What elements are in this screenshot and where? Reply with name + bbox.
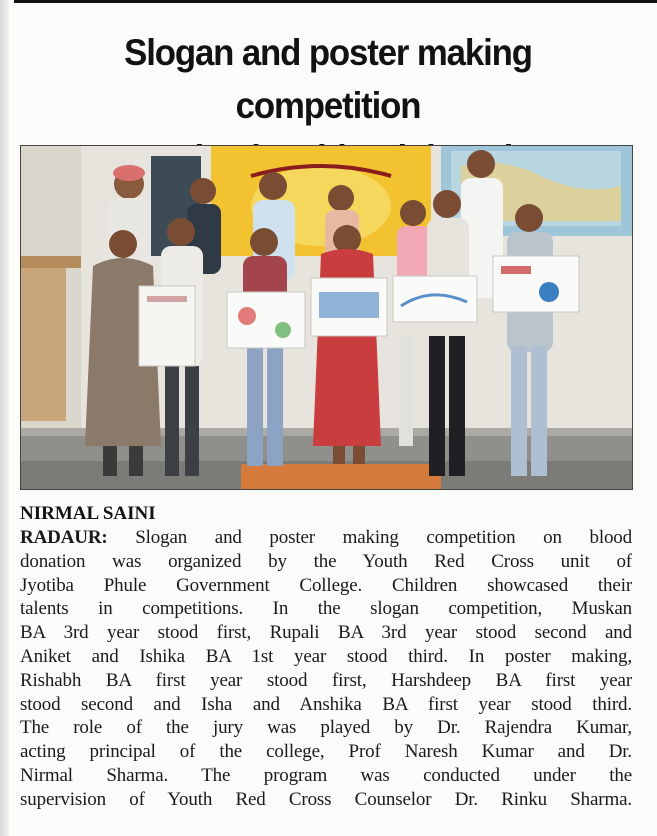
article-body	[20, 526, 632, 812]
article-line-11: Nirmal Sharma. The program was conducted under the	[20, 764, 632, 786]
article-line-1	[20, 526, 632, 550]
article-line-6: Aniket and Ishika BA 1st year stood third. In poster making,	[20, 645, 632, 667]
article-line-1-text: Slogan and poster making competition on blood	[107, 527, 632, 548]
article-line-9: The role of the jury was played by Dr. Rajendra Kumar,	[20, 717, 632, 739]
group-photo	[20, 145, 633, 490]
article-line-8: stood second and Isha and Anshika BA first year stood third.	[20, 693, 632, 715]
article-line-10: acting principal of the college, Prof Naresh Kumar and Dr.	[20, 741, 632, 763]
article-line-12: supervision of Youth Red Cross Counselor Dr. Rinku Sharma.	[20, 788, 632, 810]
article-line-5: BA 3rd year stood first, Rupali BA 3rd year stood second and	[20, 622, 632, 644]
byline: NIRMAL SAINI	[20, 503, 156, 524]
headline-line-1: Slogan and poster making competition	[124, 32, 532, 126]
article-line-7: Rishabh BA first year stood first, Harshdeep BA first year	[20, 669, 632, 691]
top-rule	[14, 0, 657, 3]
article-line-2: donation was organized by the Youth Red Cross unit of	[20, 550, 632, 572]
page-edge-shadow	[0, 0, 9, 836]
article-line-4: talents in competitions. In the slogan competition, Muskan	[20, 598, 632, 620]
dateline: RADAUR:	[20, 527, 108, 548]
group-photo-illustration	[21, 146, 632, 489]
article-line-3: Jyotiba Phule Government College. Children showcased their	[20, 574, 632, 596]
